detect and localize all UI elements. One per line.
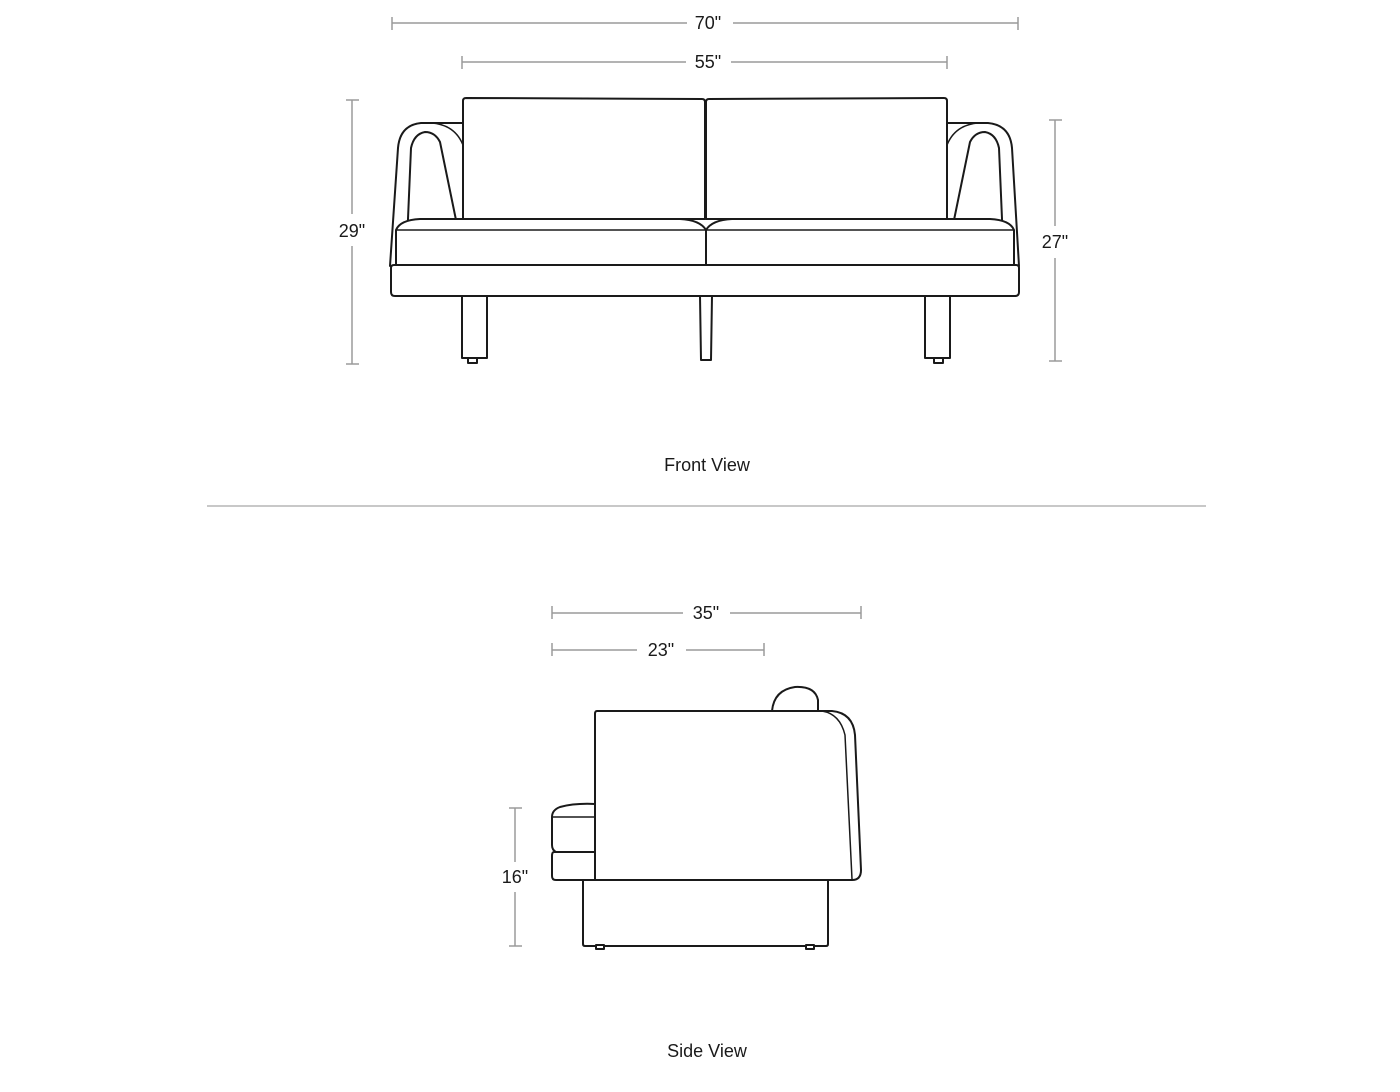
dimension-label-overall-depth: 35" <box>692 603 720 623</box>
seat-cushion-left <box>396 219 706 266</box>
dimension-label-inner-width: 55" <box>694 52 722 72</box>
foot-left <box>468 358 477 363</box>
dimension-overall-height <box>339 100 365 364</box>
dimension-label-seat-height: 16" <box>501 867 529 887</box>
leg-center <box>700 296 712 360</box>
back-cushion-right <box>706 98 947 219</box>
front-view-caption: Front View <box>664 455 750 475</box>
foot-right <box>934 358 943 363</box>
sofa-side-drawing <box>552 687 861 949</box>
dimension-inner-width <box>462 52 947 72</box>
dimension-label-overall-height: 29" <box>338 221 366 241</box>
dimension-label-seat-depth: 23" <box>647 640 675 660</box>
sofa-base <box>391 265 1019 296</box>
side-seat-platform <box>552 852 595 880</box>
side-view-caption: Side View <box>667 1041 747 1061</box>
side-view <box>502 603 861 1061</box>
dimension-arm-height <box>1042 120 1068 361</box>
side-base <box>583 879 828 946</box>
front-view <box>339 13 1068 475</box>
dimension-seat-depth <box>552 640 764 660</box>
dimension-label-overall-width: 70" <box>694 13 722 33</box>
leg-left <box>462 296 487 358</box>
dimension-seat-height <box>502 808 528 946</box>
dimension-overall-depth <box>552 603 861 623</box>
side-arm <box>595 711 861 880</box>
dimension-label-arm-height: 27" <box>1041 232 1069 252</box>
side-seat-cushion <box>552 804 595 852</box>
side-back-cushion <box>772 687 818 711</box>
dimension-overall-width <box>392 13 1018 33</box>
side-foot-back <box>806 945 814 949</box>
leg-right <box>925 296 950 358</box>
side-foot-front <box>596 945 604 949</box>
seat-cushion-right <box>706 219 1014 266</box>
back-cushion-left <box>463 98 705 219</box>
sofa-front-drawing <box>390 98 1019 363</box>
